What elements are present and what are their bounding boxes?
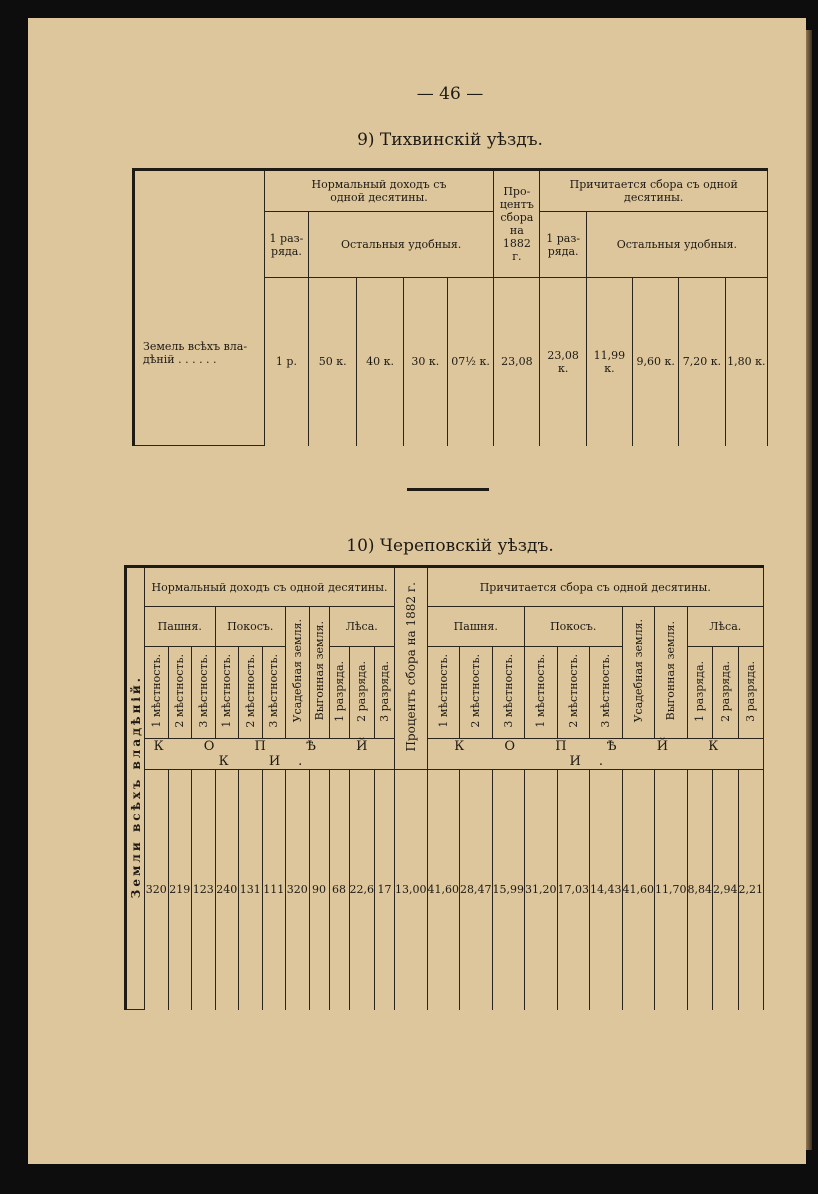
m3-header: 3 мѣстность. [267,654,281,728]
r1-header: 1 раз-ряда. [264,212,308,278]
r1-header: 1 разряда. [693,660,707,722]
value-cell: 23,08 к. [540,278,586,446]
r3-header: 3 разряда. [378,660,391,722]
value-cell: 90 [309,770,329,1010]
r2-header: 2 разряда. [718,660,732,722]
value-cell: 9,60 к. [633,278,679,446]
due-header: Причитается сбора съ одной десятины. [427,567,764,607]
percent-header-cell [395,567,428,770]
m1-header: 1 мѣстность. [220,654,234,728]
m2-header: 2 мѣстность. [469,654,483,728]
value-cell: 68 [329,770,349,1010]
value-cell: 111 [262,770,286,1010]
value-cell: 123 [192,770,216,1010]
m2-header: 2 мѣстность. [173,654,187,728]
row-label-cell [126,567,145,1010]
value-cell: 320 [286,770,310,1010]
due-pokos-header: Покосъ. [525,607,623,647]
kopeyki-text: К О П Ѣ Й К И. [153,739,386,769]
due-usad-header-cell [622,607,655,739]
value-cell: 17 [375,770,395,1010]
value-cell: 31,20 [525,770,558,1010]
due-pashnya-header: Пашня. [427,607,525,647]
m1-header: 1 мѣстность. [534,654,548,728]
usad-header: Усадебная земля. [290,619,304,723]
value-cell: 07½ к. [447,278,493,446]
value-cell: 240 [215,770,239,1010]
value-cell: 17,03 [557,770,590,1010]
m3-header: 3 мѣстность. [501,654,515,728]
value-cell: 28,47 [460,770,493,1010]
due-kopeyki-text: К О П Ѣ Й К И. [454,739,737,769]
value-cell: 320 [145,770,169,1010]
percent-header: Про-центъ сбора на 1882 г. [494,170,540,278]
m1-header: 1 мѣстность. [436,654,450,728]
pashnya-header: Пашня. [145,607,216,647]
usad-header-cell [286,607,310,739]
m2-header: 2 мѣстность. [243,654,257,728]
r2-header: 2 разряда. [355,660,369,722]
section-divider [407,488,489,491]
normal-income-header: Нормальный доходъ съ одной десятины. [145,567,395,607]
value-cell: 41,60 [622,770,655,1010]
vygon-header: Выгонная земля. [312,621,326,721]
due-vygon-header: Выгонная земля. [664,621,678,721]
row-label: Земли всѣхъ владѣній. [128,675,143,899]
due-rest-header: Остальныя удобныя. [586,212,767,278]
value-cell: 50 к. [309,278,357,446]
value-cell: 219 [168,770,192,1010]
m1-header: 1 мѣстность. [149,654,163,728]
row-label-cell [134,170,265,446]
value-cell: 14,43 [590,770,623,1010]
value-cell: 15,99 [492,770,525,1010]
m2-header: 2 мѣстность. [566,654,580,728]
due-lesa-header: Лѣса. [687,607,764,647]
value-cell: 23,08 [494,278,540,446]
value-cell: 13,00 [395,770,428,1010]
vygon-header-cell [309,607,329,739]
normal-income-header: Нормальный доходъ съ одной десятины. [264,170,493,212]
section-10-title: 10) Череповскій уѣздъ. [346,536,554,556]
value-cell: 2,21 [738,770,764,1010]
tikhvin-table [132,168,768,446]
value-cell: 11,70 [655,770,688,1010]
due-usad-header: Усадебная земля. [631,619,645,723]
r1-header: 1 разряда. [332,660,346,722]
value-cell: 2,94 [713,770,739,1010]
m3-header: 3 мѣстность. [196,654,210,728]
value-cell: 22,6 [349,770,375,1010]
rest-header: Остальныя удобныя. [309,212,494,278]
due-kopeyki-label [427,739,764,770]
row-label: Земель всѣхъ вла-дѣній . . . . . . [143,340,248,366]
lesa-header: Лѣса. [329,607,395,647]
page-number: — 46 — [416,84,484,104]
value-cell: 11,99 к. [586,278,632,446]
kopeyki-label [145,739,395,770]
due-vygon-header-cell [655,607,688,739]
value-cell: 40 к. [357,278,403,446]
section-9-title: 9) Тихвинскій уѣздъ. [357,130,543,150]
value-cell: 1,80 к. [725,278,767,446]
r3-header: 3 разряда. [744,660,758,722]
due-header: Причитается сбора съ одной десятины. [540,170,768,212]
value-cell: 30 к. [403,278,447,446]
percent-header: Процентъ сбора на 1882 г. [403,582,418,752]
value-cell: 7,20 к. [679,278,725,446]
value-cell: 1 р. [264,278,308,446]
due-r1-header: 1 раз-ряда. [540,212,586,278]
m3-header: 3 мѣстность. [599,654,613,728]
value-cell: 8,84 [687,770,713,1010]
cherepovets-table [124,565,764,1010]
value-cell: 131 [239,770,263,1010]
value-cell: 41,60 [427,770,460,1010]
pokos-header: Покосъ. [215,607,286,647]
